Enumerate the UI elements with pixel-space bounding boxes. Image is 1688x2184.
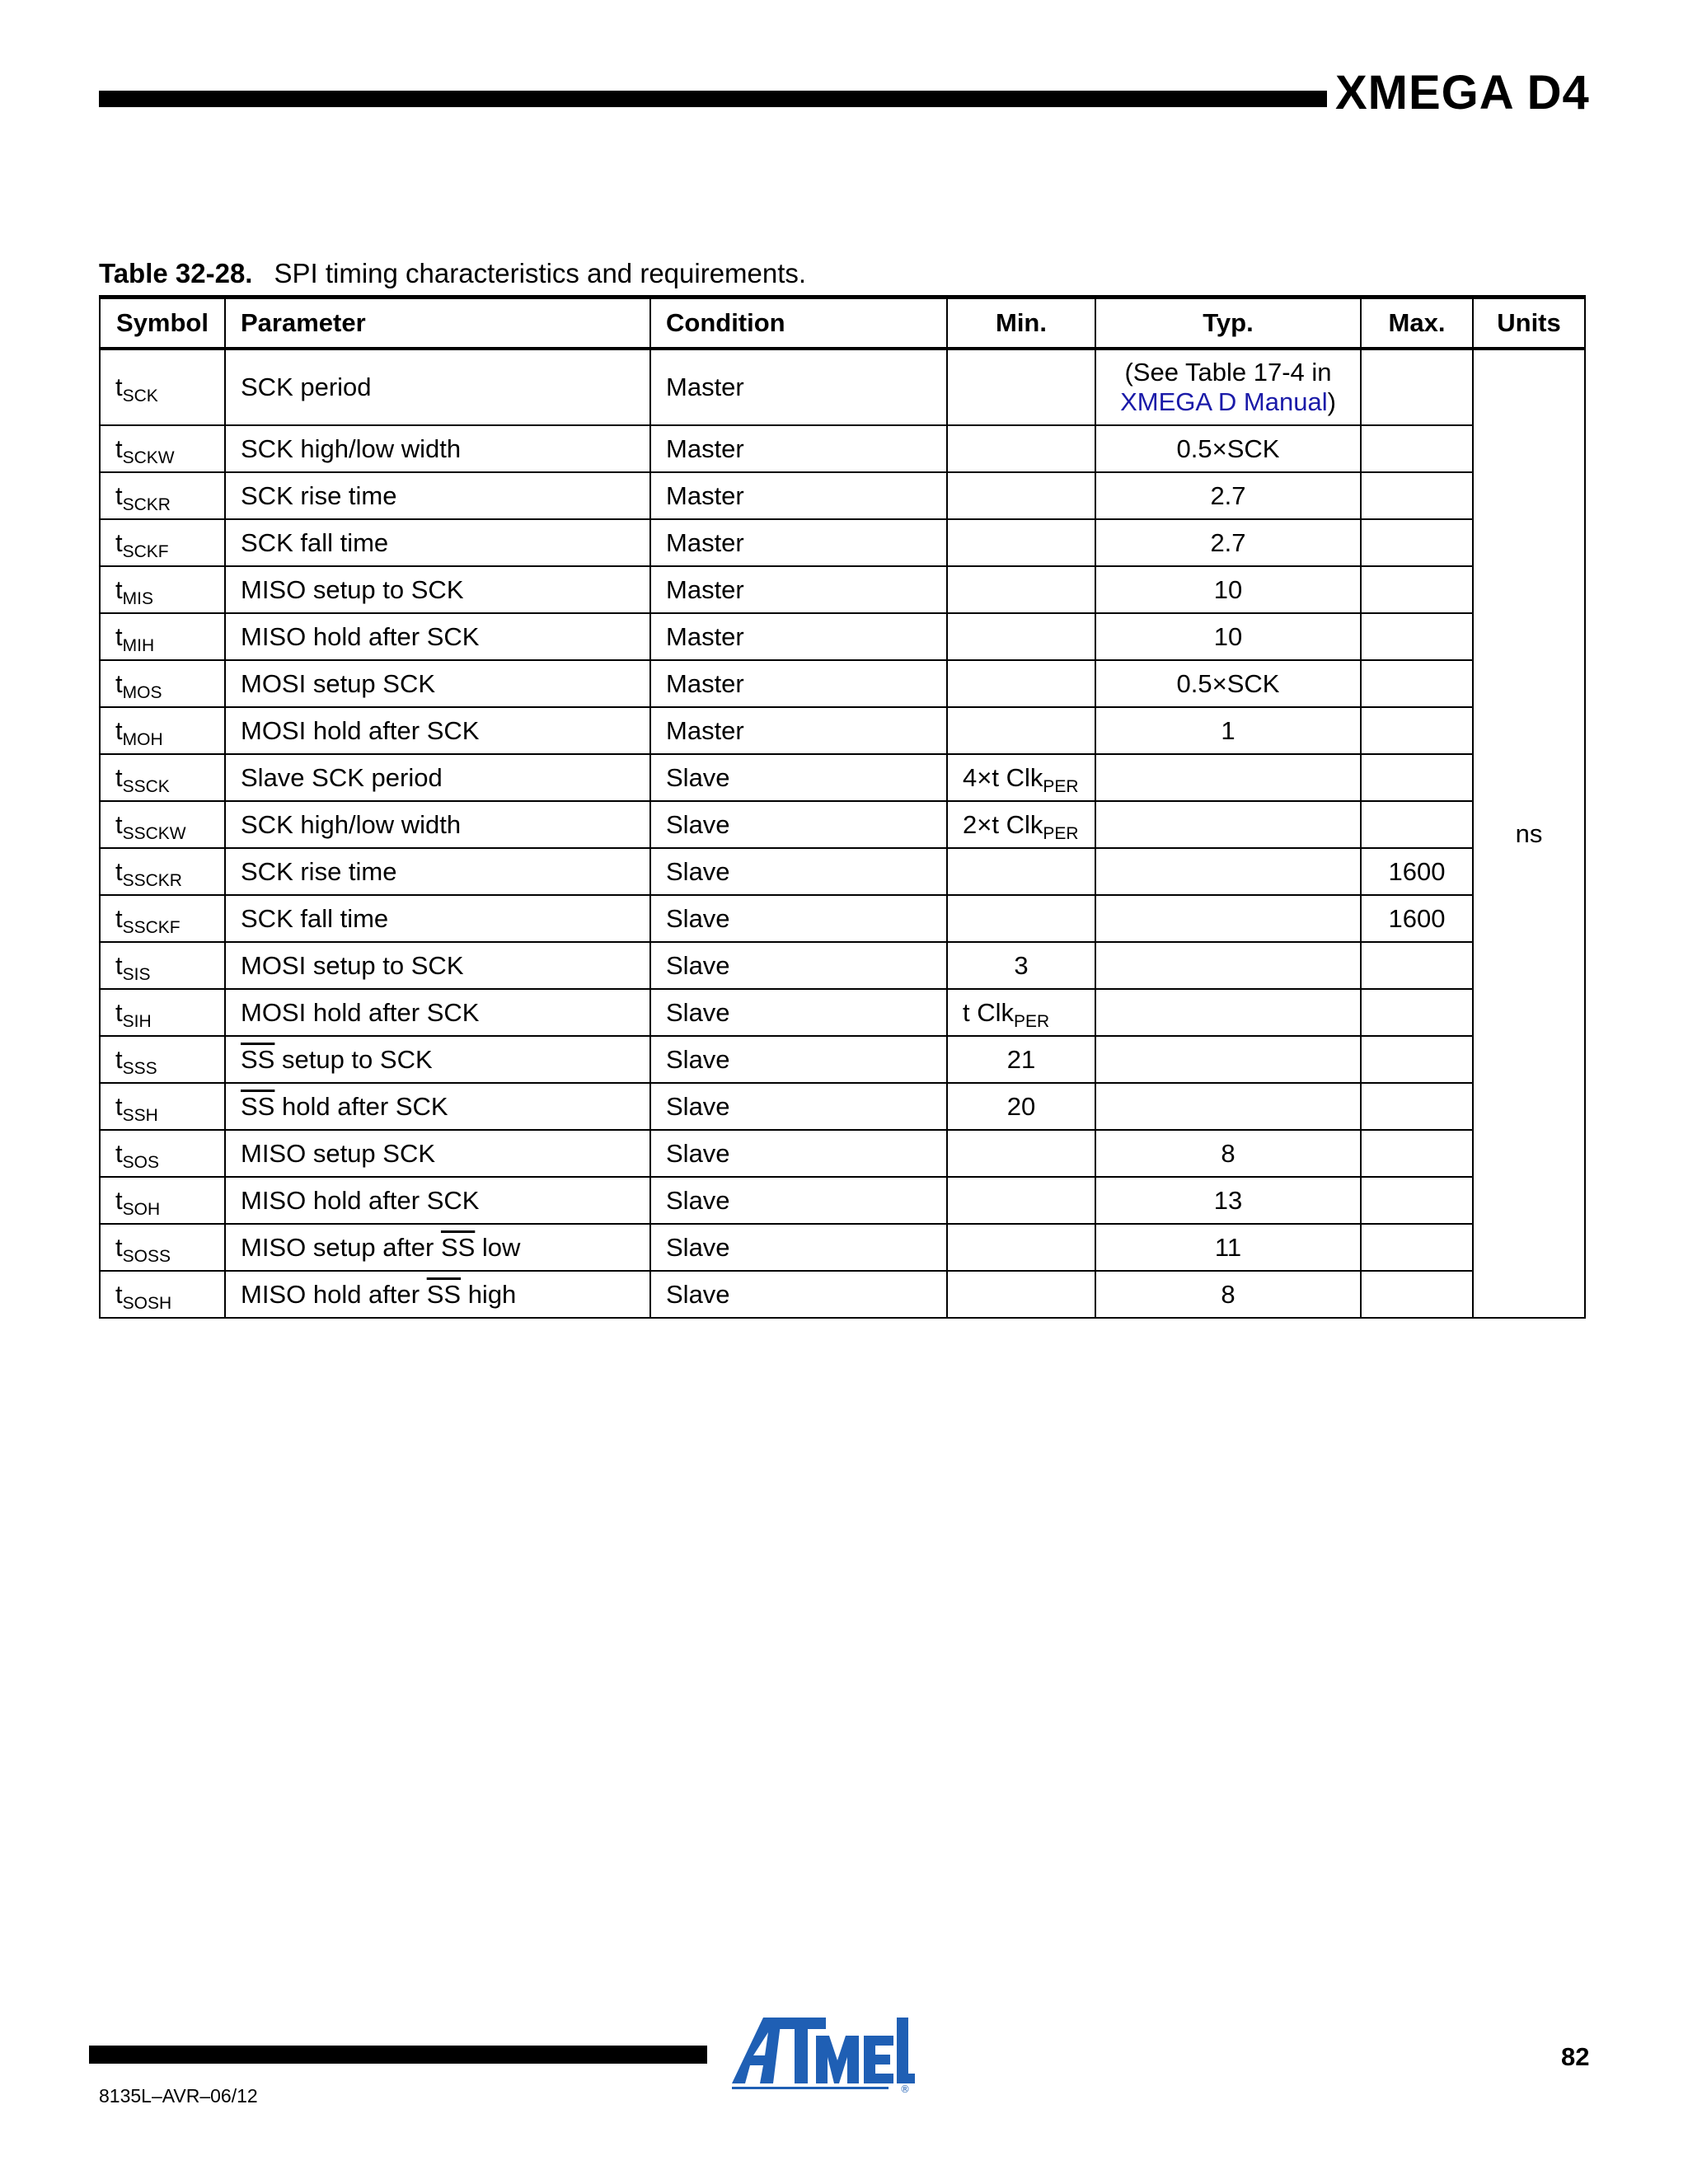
symbol-subscript: SSS [122, 1058, 157, 1078]
cell-symbol [100, 942, 225, 989]
parameter-text: SCK high/low width [241, 809, 462, 839]
typ-note-suffix: ) [1327, 387, 1336, 416]
cell-condition: Slave [650, 1130, 947, 1177]
col-header-units: Units [1473, 298, 1585, 349]
parameter-text: MOSI setup to SCK [241, 950, 464, 980]
cell-parameter [225, 1130, 650, 1177]
cell-typ [1095, 754, 1361, 801]
cell-typ [1095, 801, 1361, 848]
page-number: 82 [1561, 2042, 1590, 2071]
symbol-subscript: SSCK [122, 776, 170, 796]
cell-max [1361, 754, 1473, 801]
cell-symbol [100, 660, 225, 707]
parameter-text: low [475, 1232, 521, 1262]
symbol-base: t [115, 621, 123, 651]
parameter-text: SCK rise time [241, 856, 397, 886]
symbol-base: t [115, 762, 123, 792]
cell-condition: Slave [650, 895, 947, 942]
symbol-base: t [115, 1091, 123, 1121]
cell-max [1361, 1224, 1473, 1271]
cell-condition: Slave [650, 1224, 947, 1271]
symbol-subscript: SSCKR [122, 870, 182, 890]
table-row [100, 1271, 1585, 1318]
parameter-text: MOSI hold after SCK [241, 997, 480, 1027]
col-header-symbol: Symbol [100, 298, 225, 349]
cell-parameter [225, 754, 650, 801]
symbol-subscript: MOS [122, 682, 162, 702]
parameter-text: MOSI setup SCK [241, 668, 436, 698]
table-row [100, 942, 1585, 989]
cell-min: 3 [947, 942, 1095, 989]
cell-typ: 13 [1095, 1177, 1361, 1224]
cell-symbol [100, 707, 225, 754]
table-row [100, 613, 1585, 660]
table-title: SPI timing characteristics and requirements. [274, 258, 807, 288]
cell-typ: 10 [1095, 613, 1361, 660]
symbol-subscript: SSCKW [122, 823, 186, 843]
document-title: XMEGA D4 [1335, 66, 1590, 120]
cell-typ [1095, 1036, 1361, 1083]
cell-min: 20 [947, 1083, 1095, 1130]
symbol-base: t [115, 809, 123, 839]
table-row [100, 1224, 1585, 1271]
cell-parameter [225, 942, 650, 989]
table-row [100, 1036, 1585, 1083]
cell-symbol [100, 519, 225, 566]
symbol-subscript: SSH [122, 1105, 158, 1125]
cell-condition: Slave [650, 1083, 947, 1130]
cell-typ: 2.7 [1095, 472, 1361, 519]
cell-condition: Slave [650, 1177, 947, 1224]
cell-typ: 11 [1095, 1224, 1361, 1271]
table-row [100, 660, 1585, 707]
cell-typ: 8 [1095, 1130, 1361, 1177]
cell-max [1361, 989, 1473, 1036]
cell-min [947, 754, 1095, 801]
symbol-subscript: SCKF [122, 541, 169, 561]
cell-max [1361, 566, 1473, 613]
symbol-base: t [115, 373, 123, 401]
cell-typ: 2.7 [1095, 519, 1361, 566]
cell-condition: Slave [650, 801, 947, 848]
cell-max [1361, 707, 1473, 754]
cell-min [947, 519, 1095, 566]
cell-parameter [225, 472, 650, 519]
symbol-base: t [115, 1279, 123, 1309]
cell-parameter [225, 1224, 650, 1271]
symbol-subscript: SOSS [122, 1246, 171, 1266]
symbol-base: t [115, 668, 123, 698]
symbol-subscript: MIS [122, 588, 153, 608]
symbol-subscript: MIH [122, 635, 155, 655]
table-caption [99, 255, 806, 292]
col-header-min: Min. [947, 298, 1095, 349]
cell-symbol [100, 566, 225, 613]
cell-parameter [225, 566, 650, 613]
cell-parameter [225, 1083, 650, 1130]
cell-max [1361, 942, 1473, 989]
cell-condition: Master [650, 349, 947, 425]
cell-min [947, 848, 1095, 895]
table-row [100, 801, 1585, 848]
cell-parameter [225, 989, 650, 1036]
col-header-parameter: Parameter [225, 298, 650, 349]
cell-max: 1600 [1361, 848, 1473, 895]
cell-max [1361, 660, 1473, 707]
symbol-base: t [115, 715, 123, 745]
cell-symbol [100, 1224, 225, 1271]
symbol-base: t [115, 480, 123, 510]
table-row [100, 472, 1585, 519]
min-value: 2×t Clk [963, 809, 1043, 839]
parameter-text: high [461, 1279, 517, 1309]
cell-parameter [225, 349, 650, 425]
parameter-text: SCK period [241, 373, 372, 401]
parameter-text: Slave SCK period [241, 762, 443, 792]
symbol-base: t [115, 1232, 123, 1262]
cell-min [947, 1177, 1095, 1224]
cell-symbol [100, 848, 225, 895]
cell-min [947, 660, 1095, 707]
parameter-prefix: MISO setup after [241, 1232, 441, 1262]
atmel-logo [725, 2011, 915, 2093]
col-header-max: Max. [1361, 298, 1473, 349]
cell-condition: Master [650, 613, 947, 660]
registered-mark: ® [900, 2083, 910, 2093]
cell-max [1361, 613, 1473, 660]
cell-min [947, 801, 1095, 848]
symbol-subscript: SSCKF [122, 917, 181, 937]
min-value: 4×t Clk [963, 762, 1043, 792]
min-subscript: PER [1043, 776, 1079, 796]
symbol-base: t [115, 1185, 123, 1215]
parameter-prefix: MISO hold after [241, 1279, 427, 1309]
table-row [100, 425, 1585, 472]
table-row [100, 848, 1585, 895]
cell-condition: Master [650, 660, 947, 707]
ss-signal: $\overline{SS}$ [241, 1091, 275, 1121]
cell-symbol [100, 1036, 225, 1083]
table-row [100, 1130, 1585, 1177]
symbol-subscript: SCKR [122, 494, 171, 514]
cell-parameter [225, 848, 650, 895]
table-number: Table 32-28. [99, 258, 253, 288]
cell-typ: 0.5×SCK [1095, 425, 1361, 472]
cell-max [1361, 519, 1473, 566]
cell-typ [1095, 895, 1361, 942]
cell-typ [1095, 1083, 1361, 1130]
symbol-subscript: SIS [122, 964, 151, 984]
document-id: 8135L–AVR–06/12 [99, 2085, 258, 2107]
xmega-d-manual-link[interactable]: XMEGA D Manual [1120, 387, 1328, 416]
table-row [100, 1177, 1585, 1224]
cell-parameter [225, 1177, 650, 1224]
symbol-subscript: MOH [122, 729, 163, 749]
symbol-subscript: SOSH [122, 1293, 172, 1313]
cell-parameter [225, 707, 650, 754]
parameter-text: SCK rise time [241, 480, 397, 510]
parameter-text: SCK fall time [241, 527, 389, 557]
cell-condition: Slave [650, 848, 947, 895]
parameter-text: SCK fall time [241, 903, 389, 933]
symbol-base: t [115, 1138, 123, 1168]
cell-min [947, 1271, 1095, 1318]
ss-signal: $\overline{SS}$ [426, 1279, 462, 1309]
ss-signal: $\overline{SS}$ [241, 1044, 275, 1074]
parameter-text: MISO hold after SCK [241, 621, 480, 651]
table-row [100, 519, 1585, 566]
cell-min [947, 472, 1095, 519]
cell-typ: 8 [1095, 1271, 1361, 1318]
symbol-base: t [115, 856, 123, 886]
cell-min [947, 989, 1095, 1036]
cell-symbol [100, 613, 225, 660]
cell-parameter [225, 801, 650, 848]
cell-symbol [100, 801, 225, 848]
cell-max [1361, 1036, 1473, 1083]
table-row [100, 349, 1585, 425]
cell-condition: Slave [650, 1271, 947, 1318]
cell-condition: Master [650, 472, 947, 519]
cell-max [1361, 472, 1473, 519]
cell-symbol [100, 1083, 225, 1130]
cell-min [947, 707, 1095, 754]
min-subscript: PER [1043, 823, 1079, 843]
cell-condition: Slave [650, 942, 947, 989]
symbol-base: t [115, 903, 123, 933]
cell-parameter [225, 1036, 650, 1083]
cell-symbol [100, 989, 225, 1036]
cell-parameter [225, 1271, 650, 1318]
typ-note-prefix: (See Table 17-4 in [1124, 358, 1332, 387]
cell-min [947, 895, 1095, 942]
parameter-text: MISO setup to SCK [241, 574, 464, 604]
cell-symbol [100, 895, 225, 942]
table-row [100, 754, 1585, 801]
parameter-text: MISO setup SCK [241, 1138, 436, 1168]
cell-condition: Slave [650, 754, 947, 801]
cell-symbol [100, 425, 225, 472]
parameter-text: setup to SCK [274, 1044, 433, 1074]
cell-symbol [100, 349, 225, 425]
symbol-base: t [115, 527, 123, 557]
cell-max [1361, 1130, 1473, 1177]
cell-symbol [100, 1177, 225, 1224]
table-header-row [100, 298, 1585, 349]
cell-condition: Master [650, 707, 947, 754]
table-row [100, 566, 1585, 613]
cell-condition: Slave [650, 989, 947, 1036]
parameter-text: SCK high/low width [241, 434, 462, 463]
cell-max [1361, 1271, 1473, 1318]
table-row [100, 1083, 1585, 1130]
cell-units: ns [1473, 349, 1585, 1318]
cell-parameter [225, 519, 650, 566]
cell-parameter [225, 660, 650, 707]
col-header-typ: Typ. [1095, 298, 1361, 349]
spi-timing-table [99, 295, 1584, 1319]
symbol-subscript: SOS [122, 1152, 159, 1172]
header-rule [99, 91, 1327, 107]
parameter-text: MISO hold after SCK [241, 1185, 480, 1215]
cell-symbol [100, 1271, 225, 1318]
col-header-condition: Condition [650, 298, 947, 349]
cell-typ [1095, 989, 1361, 1036]
table-row [100, 707, 1585, 754]
symbol-subscript: SOH [122, 1199, 161, 1219]
table-row [100, 895, 1585, 942]
symbol-base: t [115, 574, 123, 604]
cell-max [1361, 425, 1473, 472]
cell-parameter [225, 613, 650, 660]
cell-max: 1600 [1361, 895, 1473, 942]
cell-min: 21 [947, 1036, 1095, 1083]
cell-typ [1095, 848, 1361, 895]
cell-max [1361, 1177, 1473, 1224]
min-subscript: PER [1014, 1011, 1050, 1031]
cell-symbol [100, 472, 225, 519]
cell-min [947, 613, 1095, 660]
cell-condition: Master [650, 519, 947, 566]
cell-condition: Master [650, 566, 947, 613]
cell-min [947, 425, 1095, 472]
cell-symbol [100, 1130, 225, 1177]
table-row [100, 989, 1585, 1036]
cell-min [947, 1130, 1095, 1177]
cell-min [947, 566, 1095, 613]
cell-condition: Master [650, 425, 947, 472]
cell-parameter [225, 425, 650, 472]
cell-parameter [225, 895, 650, 942]
symbol-subscript: SIH [122, 1011, 152, 1031]
symbol-subscript: SCK [122, 387, 158, 406]
min-value: t Clk [963, 997, 1014, 1027]
parameter-text: hold after SCK [274, 1091, 448, 1121]
cell-max [1361, 349, 1473, 425]
cell-max [1361, 1083, 1473, 1130]
cell-typ: 1 [1095, 707, 1361, 754]
cell-max [1361, 801, 1473, 848]
cell-typ: 0.5×SCK [1095, 660, 1361, 707]
cell-condition: Slave [650, 1036, 947, 1083]
symbol-base: t [115, 1044, 123, 1074]
symbol-base: t [115, 434, 123, 463]
parameter-text: MOSI hold after SCK [241, 715, 480, 745]
cell-min [947, 1224, 1095, 1271]
ss-signal: $\overline{SS}$ [440, 1232, 476, 1262]
symbol-base: t [115, 997, 123, 1027]
symbol-base: t [115, 950, 123, 980]
cell-typ [1095, 942, 1361, 989]
cell-typ [1095, 349, 1361, 425]
footer-rule [89, 2046, 707, 2064]
symbol-subscript: SCKW [122, 448, 175, 467]
cell-typ: 10 [1095, 566, 1361, 613]
cell-min [947, 349, 1095, 425]
cell-symbol [100, 754, 225, 801]
